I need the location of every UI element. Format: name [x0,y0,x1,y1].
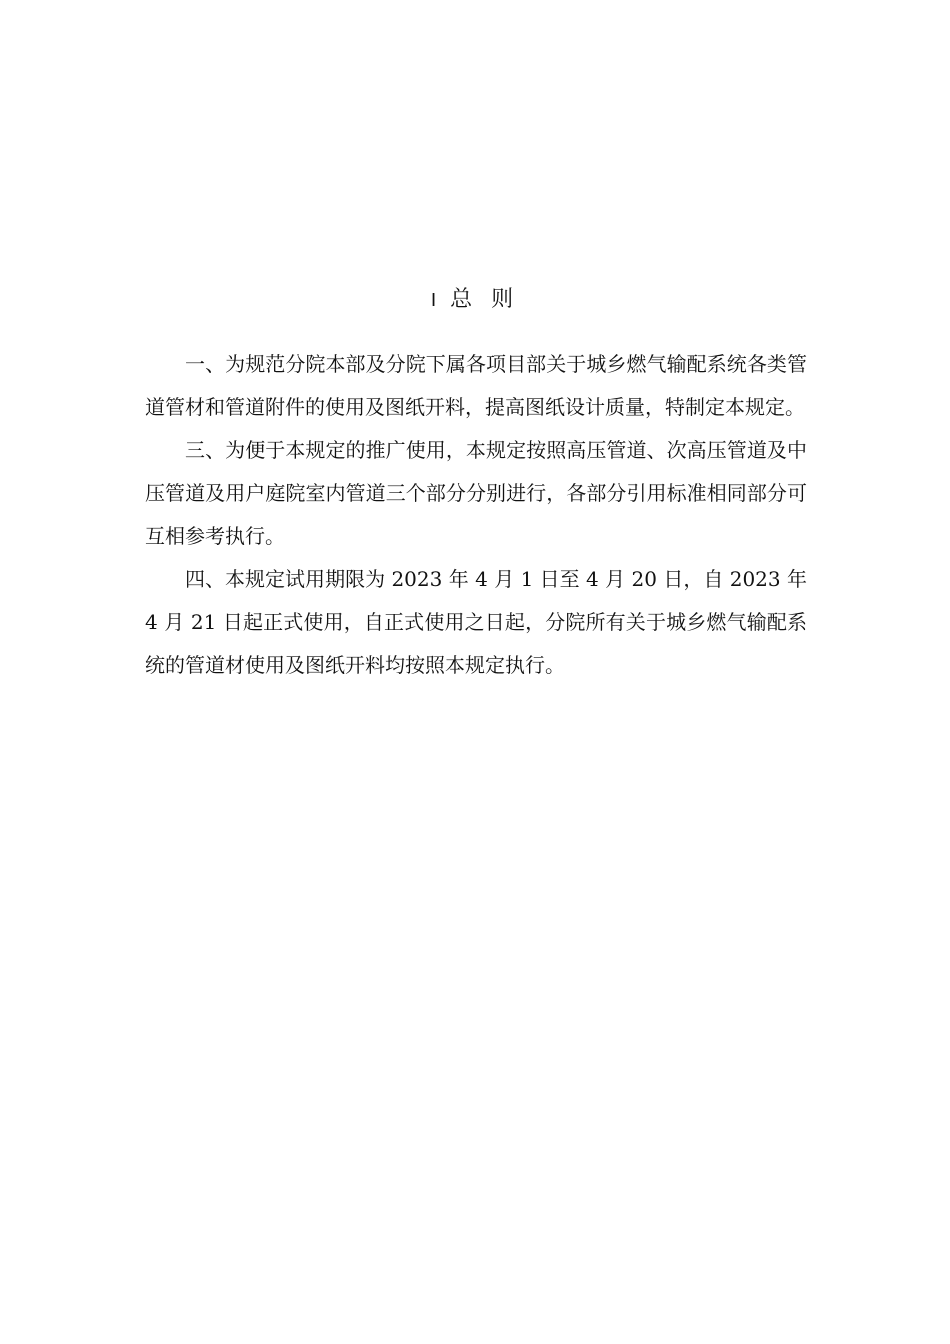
section-number: Ⅰ [430,290,437,311]
section-title: 总 则 [450,287,520,312]
section-heading [0,284,950,317]
paragraph-2: 三、为便于本规定的推广使用，本规定按照高压管道、次高压管道及中压管道及用户庭院室内管道三个部分分别进行，各部分引用标准相同部分可互相参考执行。 [145,438,807,548]
paragraph-1: 一、为规范分院本部及分院下属各项目部关于城乡燃气输配系统各类管道管材和管道附件的使用及图纸开料，提高图纸设计质量，特制定本规定。 [145,352,807,419]
body-text [145,343,807,687]
paragraph-3: 四、本规定试用期限为 2023 年 4 月 1 日至 4 月 20 日，自 2023 年 4 月 21 日起正式使用，自正式使用之日起，分院所有关于城乡燃气输配系统的管道材使用及图纸开料均按照本规定执行。 [145,567,807,677]
